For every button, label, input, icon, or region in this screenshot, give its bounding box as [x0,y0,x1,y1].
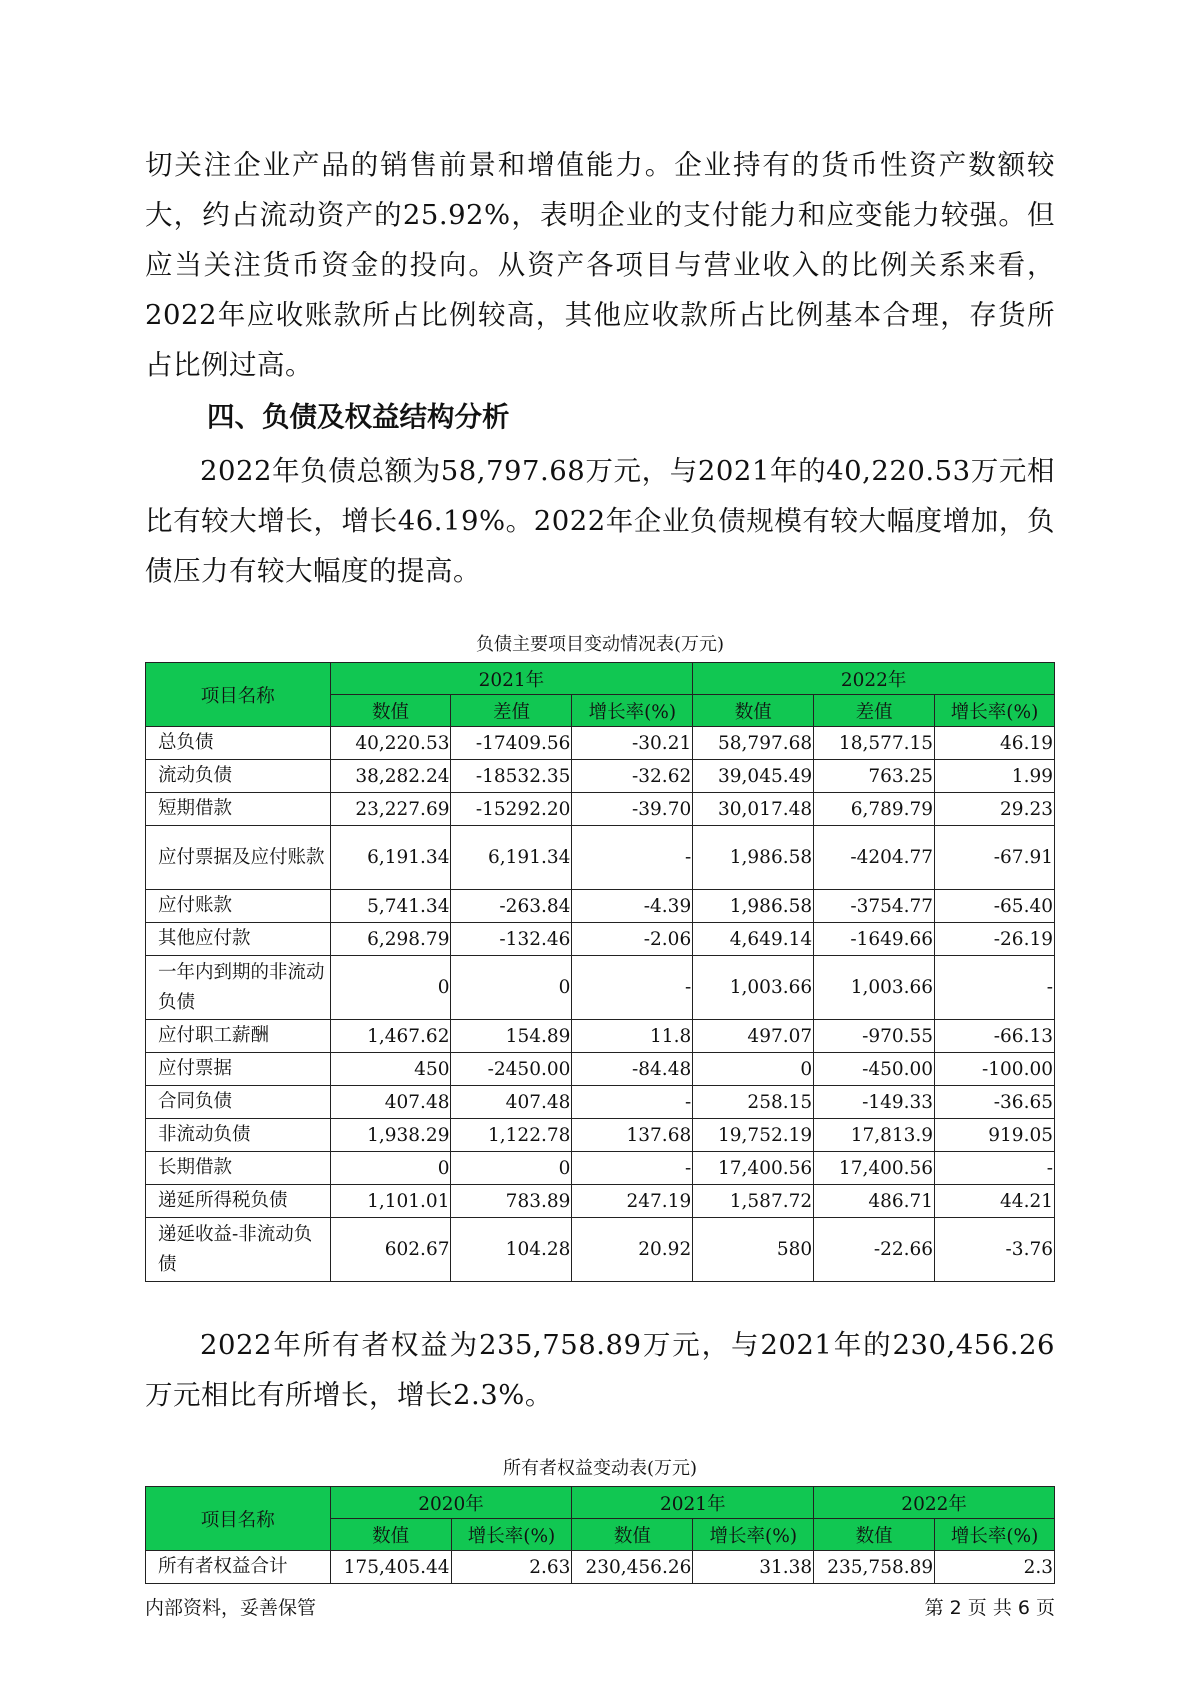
table-cell: -263.84 [451,890,572,923]
table-cell: -36.65 [935,1086,1055,1119]
table-cell: 137.68 [572,1119,693,1152]
table-cell: - [572,956,693,1020]
table-cell: 1,101.01 [330,1185,451,1218]
table1-caption: 负债主要项目变动情况表(万元) [475,634,725,655]
table1-subheader: 增长率(%) [572,695,693,727]
table-cell: -22.66 [814,1218,935,1282]
table-cell: -26.19 [935,923,1055,956]
table-cell: -450.00 [814,1053,935,1086]
equity-table [145,1486,1055,1584]
table-cell: 450 [330,1053,451,1086]
table-cell: 19,752.19 [693,1119,814,1152]
table-cell: -2.06 [572,923,693,956]
table-cell: 1,986.58 [693,826,814,890]
table2-subheader: 增长率(%) [935,1519,1055,1551]
table-cell: -132.46 [451,923,572,956]
table1-body [146,727,1055,1282]
table-cell: 602.67 [330,1218,451,1282]
table-cell: 17,400.56 [693,1152,814,1185]
table-cell: 31.38 [693,1551,814,1584]
table-cell: 46.19 [935,727,1055,760]
table-row [146,727,1055,760]
table-cell: -2450.00 [451,1053,572,1086]
row-label: 短期借款 [146,793,331,826]
table-cell: -15292.20 [451,793,572,826]
table2-subheader: 数值 [330,1519,451,1551]
table-cell: 58,797.68 [693,727,814,760]
table-cell: 2.3 [935,1551,1055,1584]
table-cell: 0 [451,956,572,1020]
table-cell: -84.48 [572,1053,693,1086]
row-label: 应付票据 [146,1053,331,1086]
table-row [146,826,1055,890]
table1-header-year-2021: 2021年 [330,663,693,695]
row-label: 递延收益-非流动负债 [146,1218,331,1282]
row-label: 应付职工薪酬 [146,1020,331,1053]
table-cell: 104.28 [451,1218,572,1282]
row-label: 其他应付款 [146,923,331,956]
row-label: 合同负债 [146,1086,331,1119]
liability-table [145,662,1055,1282]
table-row [146,956,1055,1020]
row-label: 应付票据及应付账款 [146,826,331,890]
table-cell: 20.92 [572,1218,693,1282]
table-cell: 0 [451,1152,572,1185]
table-cell: 29.23 [935,793,1055,826]
table-row [146,1551,1055,1584]
row-label: 总负债 [146,727,331,760]
table-cell: -970.55 [814,1020,935,1053]
table1-subheader: 差值 [814,695,935,727]
table-cell: 23,227.69 [330,793,451,826]
table1-subheader: 差值 [451,695,572,727]
table-cell: 1.99 [935,760,1055,793]
table-cell: 0 [330,1152,451,1185]
table-cell: 4,649.14 [693,923,814,956]
table-cell: -149.33 [814,1086,935,1119]
table-cell: - [572,826,693,890]
liability-paragraph: 2022年负债总额为58,797.68万元，与2021年的40,220.53万元相比有较大增长，增长46.19%。2022年企业负债规模有较大幅度增加，负债压力有较大幅度的提高。 [145,455,1055,587]
table-cell: 1,986.58 [693,890,814,923]
table2-subheader: 增长率(%) [451,1519,572,1551]
table-cell: 6,191.34 [451,826,572,890]
table1-subheader: 数值 [330,695,451,727]
table-row [146,1185,1055,1218]
table-row [146,1218,1055,1282]
section-heading: 四、负债及权益结构分析 [207,401,510,433]
row-label: 一年内到期的非流动负债 [146,956,331,1020]
table-cell: -67.91 [935,826,1055,890]
table-row [146,1086,1055,1119]
row-label: 长期借款 [146,1152,331,1185]
table-row [146,1152,1055,1185]
table-cell: 1,587.72 [693,1185,814,1218]
table-cell: - [935,956,1055,1020]
row-label: 递延所得税负债 [146,1185,331,1218]
table-cell: 0 [693,1053,814,1086]
table2-header-item: 项目名称 [146,1487,331,1551]
table-cell: -18532.35 [451,760,572,793]
table2-header-year-2021: 2021年 [572,1487,814,1519]
table-cell: -3.76 [935,1218,1055,1282]
table-cell: 38,282.24 [330,760,451,793]
table-cell: 2.63 [451,1551,572,1584]
table-cell: 580 [693,1218,814,1282]
table-cell: -65.40 [935,890,1055,923]
table-cell: -1649.66 [814,923,935,956]
page-body [145,140,1055,1584]
table1-subheader: 增长率(%) [935,695,1055,727]
row-label: 流动负债 [146,760,331,793]
table2-subheader: 增长率(%) [693,1519,814,1551]
table1-header-year-2022: 2022年 [693,663,1055,695]
table-row [146,1053,1055,1086]
table-cell: -100.00 [935,1053,1055,1086]
table2-subheader: 数值 [814,1519,935,1551]
table2-subheader: 数值 [572,1519,693,1551]
table-cell: 407.48 [330,1086,451,1119]
table2-header-year-2022: 2022年 [814,1487,1055,1519]
table-cell: -3754.77 [814,890,935,923]
table-cell: -32.62 [572,760,693,793]
table-row [146,923,1055,956]
table-cell: 486.71 [814,1185,935,1218]
table-cell: 763.25 [814,760,935,793]
table-cell: 0 [330,956,451,1020]
table-cell: 17,813.9 [814,1119,935,1152]
table-cell: 6,298.79 [330,923,451,956]
table-cell: 30,017.48 [693,793,814,826]
table-row [146,1020,1055,1053]
table-cell: 258.15 [693,1086,814,1119]
table-cell: -4204.77 [814,826,935,890]
table-cell: 175,405.44 [330,1551,451,1584]
row-label: 所有者权益合计 [146,1551,331,1584]
table1-header-item: 项目名称 [146,663,331,727]
table-row [146,1119,1055,1152]
table-cell: -30.21 [572,727,693,760]
table-cell: 497.07 [693,1020,814,1053]
table-cell: 247.19 [572,1185,693,1218]
table-row [146,890,1055,923]
table-cell: 783.89 [451,1185,572,1218]
table-cell: -17409.56 [451,727,572,760]
footer-page-number: 第 2 页 共 6 页 [924,1597,1055,1619]
table-cell: 5,741.34 [330,890,451,923]
row-label: 应付账款 [146,890,331,923]
table2-header-year-2020: 2020年 [330,1487,572,1519]
table-cell: 1,003.66 [814,956,935,1020]
table-cell: 6,191.34 [330,826,451,890]
table-cell: 154.89 [451,1020,572,1053]
table2-caption: 所有者权益变动表(万元) [502,1458,698,1479]
row-label: 非流动负债 [146,1119,331,1152]
table-cell: 39,045.49 [693,760,814,793]
table-cell: 235,758.89 [814,1551,935,1584]
table-cell: 11.8 [572,1020,693,1053]
table-cell: 40,220.53 [330,727,451,760]
table-cell: 17,400.56 [814,1152,935,1185]
table-cell: - [935,1152,1055,1185]
table1-subheader: 数值 [693,695,814,727]
table-cell: 6,789.79 [814,793,935,826]
table-cell: - [572,1152,693,1185]
table-cell: - [572,1086,693,1119]
footer-confidential-note: 内部资料，妥善保管 [145,1597,317,1619]
table-row [146,793,1055,826]
table-cell: 230,456.26 [572,1551,693,1584]
table-cell: 407.48 [451,1086,572,1119]
table-cell: 1,938.29 [330,1119,451,1152]
table-cell: -39.70 [572,793,693,826]
intro-paragraph: 切关注企业产品的销售前景和增值能力。企业持有的货币性资产数额较大，约占流动资产的25.92%，表明企业的支付能力和应变能力较强。但应当关注货币资金的投向。从资产各项目与营业收入的比例关系来看，2022年应收账款所占比例较高，其他应收款所占比例基本合理，存货所占比例过高。 [145,149,1055,381]
table-cell: -66.13 [935,1020,1055,1053]
table-cell: 1,003.66 [693,956,814,1020]
table-cell: 1,122.78 [451,1119,572,1152]
table-cell: 44.21 [935,1185,1055,1218]
equity-paragraph: 2022年所有者权益为235,758.89万元，与2021年的230,456.26万元相比有所增长，增长2.3%。 [145,1329,1055,1411]
table-row [146,760,1055,793]
table-cell: 1,467.62 [330,1020,451,1053]
table2-body [146,1551,1055,1584]
table-cell: -4.39 [572,890,693,923]
table-cell: 919.05 [935,1119,1055,1152]
table-cell: 18,577.15 [814,727,935,760]
